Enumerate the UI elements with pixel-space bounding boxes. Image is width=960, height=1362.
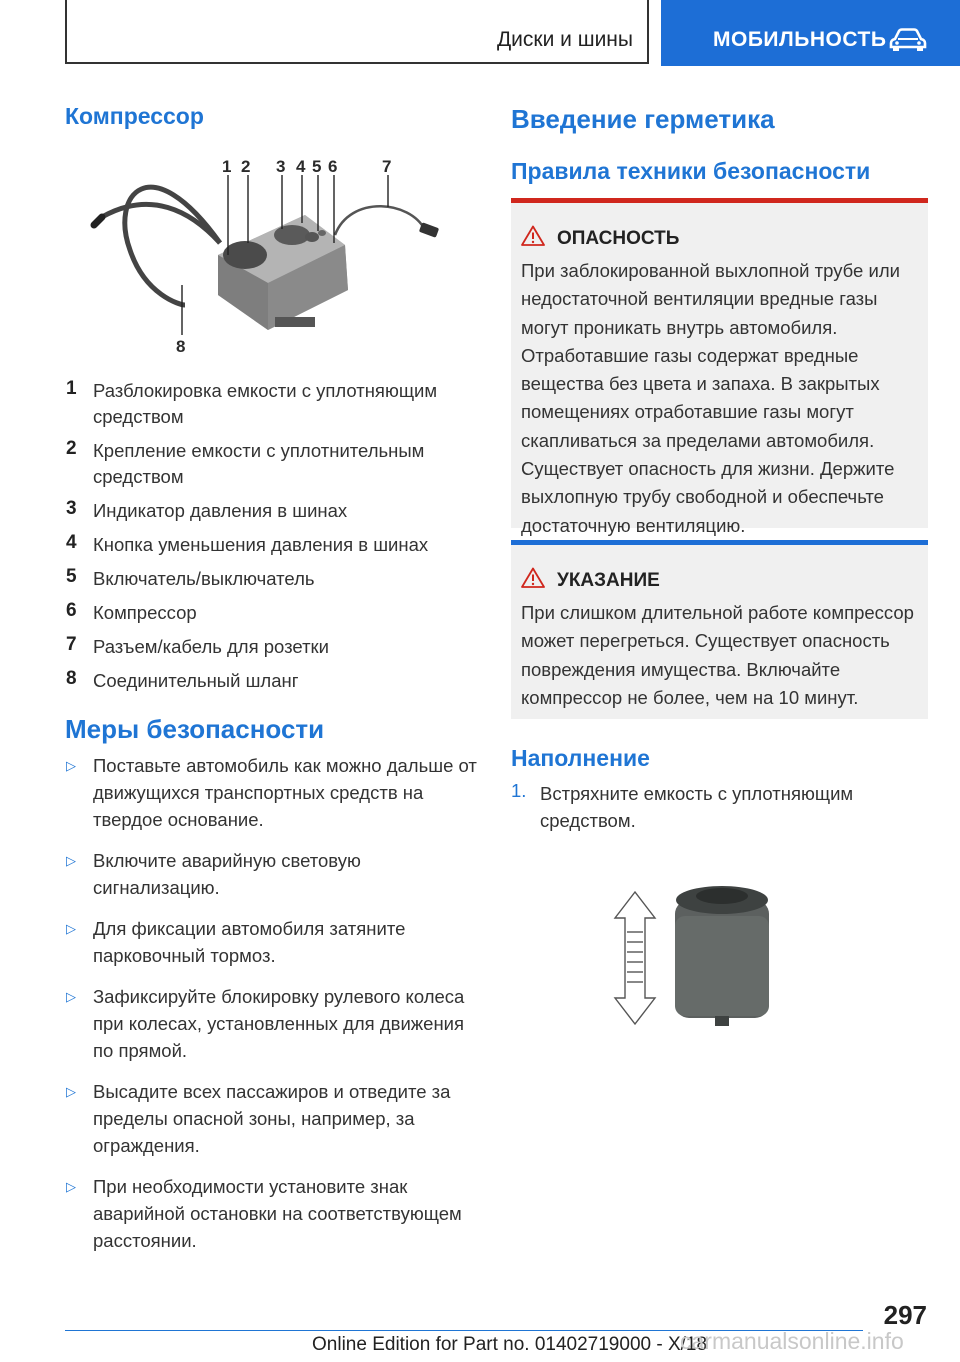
step-number: 1. <box>511 780 527 801</box>
legend-number: 6 <box>66 600 77 621</box>
bullet-text: При необходимости установите знак аварийной остановки на соответствующем расстоянии. <box>93 1176 462 1251</box>
legend-number: 7 <box>66 634 77 655</box>
legend-item <box>66 378 486 430</box>
legend-number: 5 <box>66 566 77 587</box>
bullet-triangle-icon: ▷ <box>66 853 76 868</box>
legend-item <box>66 438 486 490</box>
danger-box <box>511 198 928 536</box>
warning-triangle-icon <box>521 567 545 594</box>
bullet-text: Высадите всех пассажиров и отведите за пределы опасной зоны, например, за ограждения. <box>93 1081 451 1156</box>
legend-text: Включатель/выключатель <box>93 568 315 589</box>
bullet-text: Для фиксации автомобиля затяните парковочный тормоз. <box>93 918 406 966</box>
legend-number: 8 <box>66 668 77 689</box>
section-title: Диски и шины <box>496 28 633 51</box>
legend-text: Разблокировка емкости с уплотняющим средством <box>93 380 438 427</box>
figure-legend <box>66 378 486 702</box>
compressor-figure <box>90 155 470 360</box>
bullet-text: Зафиксируйте блокировку рулевого колеса при колесах, установленных для движения по прямой. <box>93 986 465 1061</box>
bullet-item <box>66 915 484 969</box>
notice-text: При слишком длительной работе компрессор может перегреться. Существует опасность повреждения имущества. Включайте компрессор не более, чем на 10 минут. <box>521 602 914 708</box>
legend-number: 1 <box>66 378 77 399</box>
bullet-item <box>66 983 484 1064</box>
bullet-item <box>66 1173 484 1254</box>
notice-box <box>511 540 928 719</box>
callout-8: 8 <box>176 337 186 356</box>
danger-title: ОПАСНОСТЬ <box>557 227 680 249</box>
callout-2: 2 <box>241 157 251 176</box>
shake-bottle-figure <box>605 880 775 1030</box>
page-number: 297 <box>883 1300 927 1330</box>
callout-4: 4 <box>296 157 306 176</box>
bullet-text: Поставьте автомобиль как можно дальше от движущихся транспортных средств на твердое основание. <box>93 755 477 830</box>
edition-text: Online Edition for Part no. 01402719000 - X/18 <box>312 1334 708 1355</box>
bullet-item <box>66 752 484 833</box>
header-section-box <box>65 0 649 64</box>
step-text: Встряхните емкость с уплотняющим средством. <box>540 783 854 831</box>
danger-title-row <box>521 225 679 252</box>
notice-title: УКАЗАНИЕ <box>557 569 660 591</box>
legend-text: Разъем/кабель для розетки <box>93 636 329 657</box>
danger-bar <box>511 198 928 203</box>
notice-bar <box>511 540 928 545</box>
notice-title-row <box>521 567 660 594</box>
legend-item <box>66 498 486 524</box>
legend-number: 4 <box>66 532 77 553</box>
legend-item <box>66 634 486 660</box>
legend-number: 3 <box>66 498 77 519</box>
callout-7: 7 <box>382 157 392 176</box>
callout-1: 1 <box>222 157 232 176</box>
chapter-tab-label: МОБИЛЬНОСТЬ <box>713 28 887 51</box>
legend-text: Крепление емкости с уплотнительным средством <box>93 440 425 487</box>
watermark: carmanualsonline.info <box>680 1328 904 1354</box>
bullet-triangle-icon: ▷ <box>66 989 76 1004</box>
bullet-triangle-icon: ▷ <box>66 1084 76 1099</box>
car-icon <box>889 28 927 57</box>
legend-item <box>66 566 486 592</box>
legend-text: Индикатор давления в шинах <box>93 500 348 521</box>
bullet-triangle-icon: ▷ <box>66 758 76 773</box>
callout-3: 3 <box>276 157 286 176</box>
legend-number: 2 <box>66 438 77 459</box>
legend-item <box>66 668 486 694</box>
bullet-item <box>66 1078 484 1159</box>
callout-5: 5 <box>312 157 322 176</box>
legend-text: Компрессор <box>93 602 197 623</box>
bullet-text: Включите аварийную световую сигнализацию. <box>93 850 361 898</box>
bullet-triangle-icon: ▷ <box>66 1179 76 1194</box>
bullet-item <box>66 847 484 901</box>
callout-6: 6 <box>328 157 338 176</box>
filling-heading: Наполнение <box>511 745 650 771</box>
rules-heading: Правила техники безопасности <box>511 158 871 184</box>
danger-text: При заблокированной выхлопной трубе или недостаточной вентиляции вредные газы могут проникать внутрь автомобиля. Отработавшие газы содержат вредные вещества без цвета и запаха. В закрытых помещениях отработавшие газы могут скапливаться за пределами автомобиля. Существует опасность для жизни. Держите выхлопную трубу свободной и обеспечьте достаточную вентиляцию. <box>521 260 900 536</box>
legend-item <box>66 532 486 558</box>
step-item <box>511 780 931 834</box>
bullet-triangle-icon: ▷ <box>66 921 76 936</box>
safety-bullets <box>66 752 484 1268</box>
legend-text: Соединительный шланг <box>93 670 299 691</box>
warning-triangle-icon <box>521 225 545 252</box>
compressor-heading: Компрессор <box>65 103 204 129</box>
legend-text: Кнопка уменьшения давления в шинах <box>93 534 429 555</box>
safety-heading: Меры безопасности <box>65 714 325 744</box>
chapter-tab[interactable] <box>661 0 960 66</box>
legend-item <box>66 600 486 626</box>
intro-heading: Введение герметика <box>511 104 775 134</box>
